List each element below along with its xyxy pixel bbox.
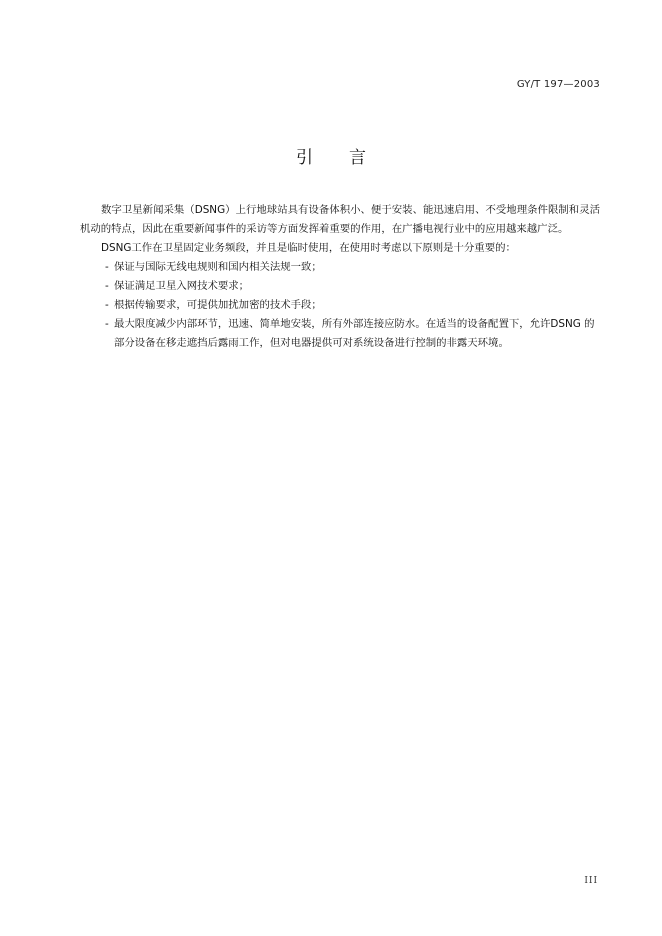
body-text — [80, 201, 600, 353]
page-number: III — [584, 876, 598, 886]
list-item-text: 保证与国际无线电规则和国内相关法规一致； — [114, 261, 322, 273]
list-item-text: 最大限度减少内部环节，迅速、简单地安装，所有外部连接应防水。在适当的设备配置下，允许DSNG 的部分设备在移走遮挡后露雨工作，但对电器提供可对系统设备进行控制的非露天环境。 — [114, 318, 595, 349]
list-marker: - — [105, 261, 109, 273]
list-marker: - — [105, 318, 109, 330]
standard-code: GY/T 197—2003 — [516, 79, 600, 90]
list-item — [80, 296, 600, 315]
principles-list — [80, 258, 600, 353]
list-marker: - — [105, 280, 109, 292]
list-item — [80, 258, 600, 277]
list-item-text: 保证满足卫星入网技术要求； — [114, 280, 250, 292]
list-item-text: 根据传输要求，可提供加扰加密的技术手段； — [114, 299, 322, 311]
paragraph-intro: 数字卫星新闻采集（DSNG）上行地球站具有设备体积小、便于安装、能迅速启用、不受地理条件限制和灵活机动的特点，因此在重要新闻事件的采访等方面发挥着重要的作用，在广播电视行业中的应用越来越广泛。 — [80, 204, 600, 235]
paragraph-principles: DSNG工作在卫星固定业务频段，并且是临时使用，在使用时考虑以下原则是十分重要的： — [101, 242, 516, 254]
list-item — [80, 315, 600, 353]
list-marker: - — [105, 299, 109, 311]
list-item — [80, 277, 600, 296]
page-title: 引言 — [296, 148, 402, 168]
